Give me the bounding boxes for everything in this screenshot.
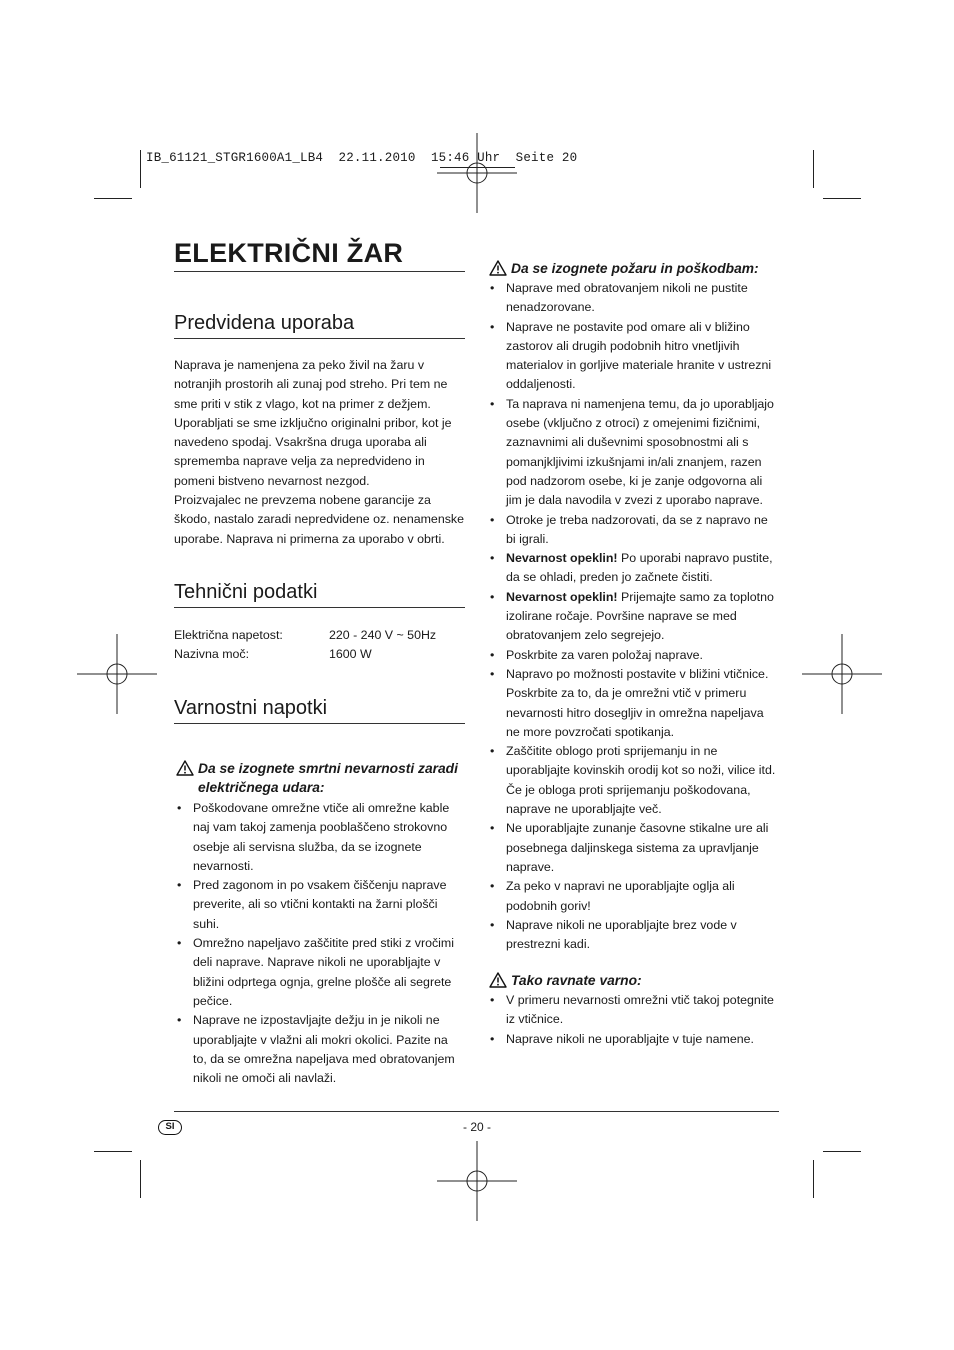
safe-handling-list bbox=[487, 991, 780, 1049]
list-item-text: Naprave med obratovanjem nikoli ne pustite nenadzorovane. bbox=[506, 281, 748, 315]
list-item: • Naprave ne izpostavljajte dežju in je nikoli ne uporabljajte v vlažni ali mokri okolici. Pazite na to, da se omrežna napeljava med obratovanjem nikoli ne omoči ali navlaži. bbox=[174, 1011, 465, 1088]
electric-warning-heading bbox=[174, 759, 465, 797]
technical-row bbox=[174, 645, 465, 664]
section-rule bbox=[174, 723, 465, 724]
list-item: • Naprave nikoli ne uporabljajte v tuje namene. bbox=[487, 1030, 780, 1049]
list-item bbox=[487, 511, 780, 550]
list-item bbox=[487, 819, 780, 877]
warning-triangle-icon bbox=[489, 972, 507, 993]
technical-label: Električna napetost: bbox=[174, 628, 283, 642]
technical-value: 1600 W bbox=[329, 647, 372, 662]
section-rule bbox=[174, 338, 465, 339]
list-item bbox=[487, 395, 780, 511]
list-item bbox=[487, 877, 780, 916]
registration-mark-icon bbox=[437, 133, 517, 213]
crop-mark bbox=[823, 198, 861, 199]
crop-mark bbox=[94, 198, 132, 199]
crop-mark bbox=[140, 150, 141, 188]
list-item-text: Zaščitite oblogo proti sprijemanju in ne uporabljajte kovinskih orodij kot so noži, vilice itd. Če je obloga proti sprijemanju poškodovana, naprave ne uporabljajte več. bbox=[506, 744, 776, 817]
intended-use-text bbox=[174, 356, 465, 549]
footer-rule bbox=[174, 1111, 779, 1112]
list-item: • V primeru nevarnosti omrežni vtič takoj potegnite iz vtičnice. bbox=[487, 991, 780, 1030]
technical-table bbox=[174, 626, 465, 665]
registration-mark-icon bbox=[437, 1141, 517, 1221]
intended-use-paragraph: Proizvajalec ne prevzema nobene garancije za škodo, nastalo zaradi nepredvidene oz. nenamenske uporabe. Naprava ni primerna za uporabo v obrti. bbox=[174, 493, 464, 546]
warning-triangle-icon bbox=[176, 760, 194, 781]
list-item-text: Za peko v napravi ne uporabljajte oglja ali podobnih goriv! bbox=[506, 879, 735, 913]
electric-warning-heading-text: Da se izognete smrtni nevarnosti zaradi električnega udara: bbox=[198, 761, 458, 795]
list-item-text: Naprave ne postavite pod omare ali v bližino zastorov ali drugih podobnih hitro vnetljivih materialov in gorljive materiale hranite v ustrezni oddaljenosti. bbox=[506, 319, 772, 392]
intended-use-paragraph: Naprava je namenjena za peko živil na žaru v notranjih prostorih ali zunaj pod streho. Pri tem ne sme priti v stik z vlago, kot na primer z dežjem. Uporabljati se sme izključno originalni pribor, kot je navedeno spodaj. Vsakršna druga uporaba ali sprememba naprave velja za nepredvideno in pomeni bistveno nevarnost nezgod. bbox=[174, 358, 452, 488]
list-item bbox=[487, 318, 780, 395]
list-item-text: Otroke je treba nadzorovati, da se z napravo ne bi igrali. bbox=[506, 512, 768, 546]
technical-label: Nazivna moč: bbox=[174, 647, 250, 662]
crop-mark bbox=[813, 150, 814, 188]
list-item-text: Ne uporabljajte zunanje časovne stikalne ure ali posebnega daljinskega sistema za upravljanje naprave. bbox=[506, 821, 769, 874]
safe-handling-heading bbox=[487, 971, 780, 990]
technical-row bbox=[174, 626, 465, 645]
list-item-text: Naprave nikoli ne uporabljajte brez vode v prestrezni kadi. bbox=[506, 917, 737, 952]
fire-warning-heading bbox=[487, 259, 780, 278]
section-heading-technical: Tehnični podatki bbox=[174, 581, 318, 603]
list-item-text: Poskrbite za varen položaj naprave. bbox=[506, 647, 703, 662]
list-item bbox=[487, 916, 780, 955]
page-number: - 20 - bbox=[462, 1120, 491, 1134]
page-title: ELEKTRIČNI ŽAR bbox=[174, 238, 404, 268]
crop-mark bbox=[140, 1160, 141, 1198]
list-item bbox=[487, 588, 780, 646]
section-rule bbox=[174, 607, 465, 608]
registration-mark-icon bbox=[77, 634, 157, 714]
safe-handling-block bbox=[487, 971, 780, 1049]
section-heading-safety: Varnostni napotki bbox=[174, 697, 328, 719]
electric-warning-block bbox=[174, 759, 465, 1088]
list-item: • Pred zagonom in po vsakem čiščenju naprave preverite, ali so vtični kontakti na žarni plošči suhi. bbox=[174, 876, 465, 934]
registration-mark-icon bbox=[802, 634, 882, 714]
list-item: • Poškodovane omrežne vtiče ali omrežne kable naj vam takoj zamenja pooblaščeno strokovno osebje ali servisna služba, da se izognete nevarnosti. bbox=[174, 799, 465, 876]
title-rule bbox=[174, 271, 465, 272]
list-item-text: Napravo po možnosti postavite v bližini vtičnice. Poskrbite za to, da je omrežni vtič v primeru nevarnosti hitro dosegljiv in omrežna napeljava ne more povzročati spotikanja. bbox=[506, 666, 769, 739]
print-slug: IB_61121_STGR1600A1_LB4 22.11.2010 15:46 Uhr Seite 20 bbox=[146, 151, 578, 165]
list-item bbox=[487, 742, 780, 819]
list-item-text: Ta naprava ni namenjena temu, da jo uporabljajo osebe (vključno z otroci) z omejenimi fizičnimi, zaznavnimi ali duševnimi sposobnostmi ali s pomanjkljivimi izkušnjami in/ali znanjem, razen pod nadzorom osebe, ki je zanje odgovorna ali jim je dala navodila v zvezi z uporabo naprave. bbox=[506, 396, 774, 508]
warning-triangle-icon bbox=[489, 260, 507, 281]
fire-warning-list bbox=[487, 279, 780, 954]
list-item-emphasis: Nevarnost opeklin! bbox=[506, 551, 618, 566]
fire-warning-heading-text: Da se izognete požaru in poškodbam: bbox=[511, 261, 759, 276]
fire-warning-block bbox=[487, 259, 780, 954]
crop-mark bbox=[813, 1160, 814, 1198]
list-item-emphasis: Nevarnost opeklin! bbox=[506, 589, 618, 604]
crop-mark bbox=[823, 1151, 861, 1152]
list-item: • Omrežno napeljavo zaščitite pred stiki z vročimi deli naprave. Naprave nikoli ne uporabljajte v bližini odprtega ognja, grelne plošče ali segrete pečice. bbox=[174, 934, 465, 1011]
section-heading-intended-use: Predvidena uporaba bbox=[174, 312, 355, 334]
list-item bbox=[487, 646, 780, 665]
list-item-text: Po uporabi napravo pustite, da se ohladi, preden jo začnete čistiti. bbox=[506, 551, 773, 585]
crop-mark bbox=[94, 1151, 132, 1152]
language-badge: SI bbox=[158, 1120, 182, 1135]
technical-value: 220 - 240 V ~ 50Hz bbox=[329, 628, 437, 642]
safe-handling-heading-text: Tako ravnate varno: bbox=[511, 973, 642, 988]
list-item-text: Prijemajte samo za toplotno izolirane ročaje. Površine naprave se med obratovanjem zelo segrejejo. bbox=[506, 589, 774, 643]
list-item bbox=[487, 665, 780, 742]
list-item bbox=[487, 549, 780, 588]
list-item bbox=[487, 279, 780, 318]
electric-warning-list bbox=[174, 799, 465, 1088]
